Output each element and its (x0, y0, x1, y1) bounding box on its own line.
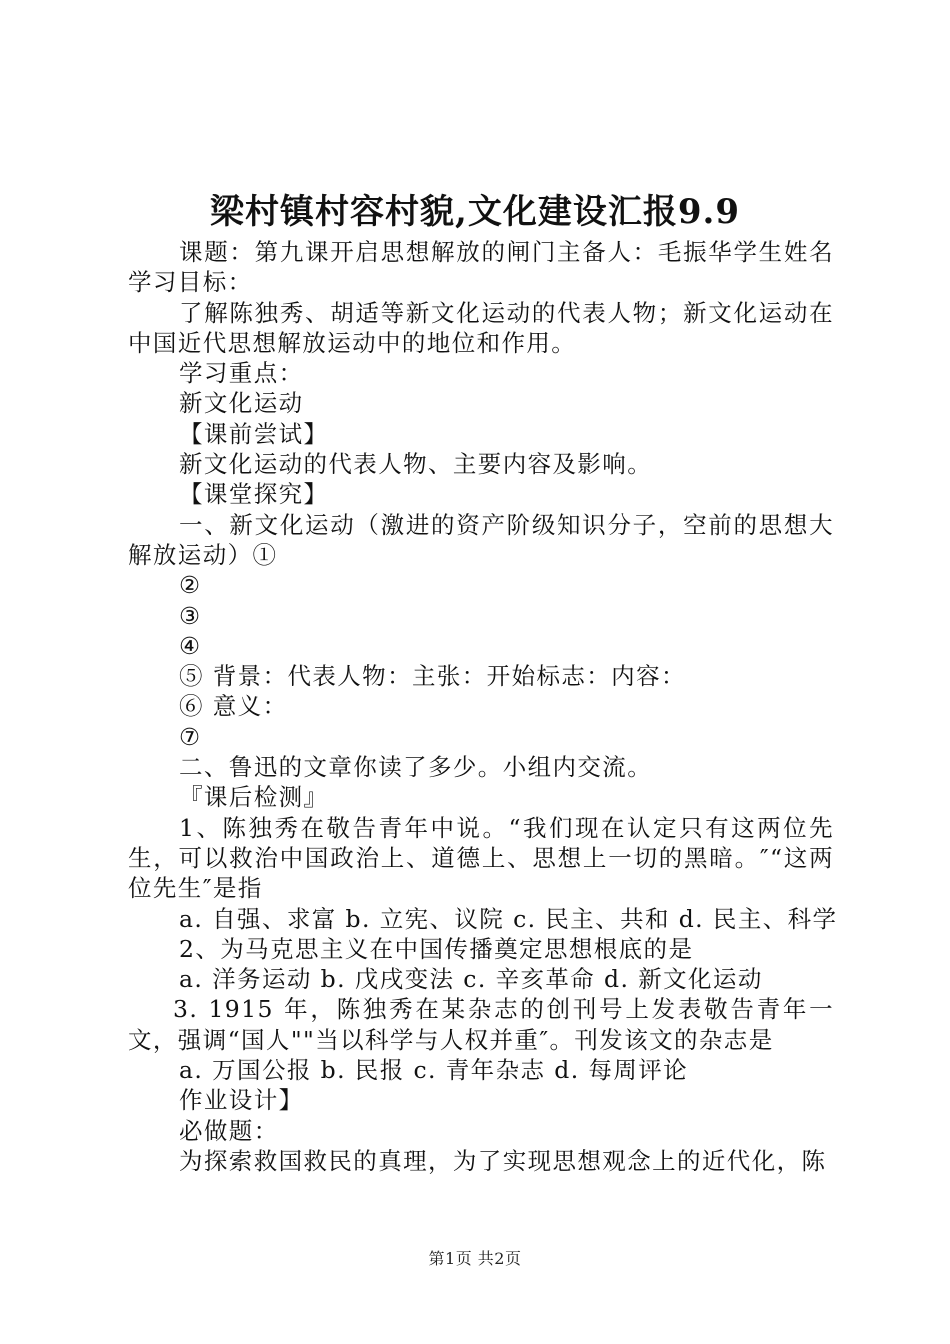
paragraph-objectives: 了解陈独秀、胡适等新文化运动的代表人物；新文化运动在中国近代思想解放运动中的地位和作用。 (128, 298, 834, 357)
paragraph-pre-class-heading: 【课前尝试】 (179, 419, 329, 448)
document-body (128, 237, 838, 1176)
question-1: 1、陈独秀在敬告青年中说。“我们现在认定只有这两位先生，可以救治中国政治上、道德上、思想上一切的黑暗。″“这两位先生″是指 (128, 813, 834, 903)
question-2-options: a. 洋务运动 b. 戊戌变法 c. 辛亥革命 d. 新文化运动 (179, 965, 763, 994)
list-item-circled-3: ③ (179, 601, 202, 630)
paragraph-lesson-info: 课题：第九课开启思想解放的闸门主备人：毛振华学生姓名学习目标： (128, 238, 834, 297)
page-footer: 第1页 共2页 (428, 1249, 522, 1268)
question-1-options: a. 自强、求富 b. 立宪、议院 c. 民主、共和 d. 民主、科学 (179, 904, 838, 933)
question-3: 3. 1915 年，陈独秀在某杂志的创刊号上发表敬告青年一文，强调“国人""当以科学与人权并重″。刊发该文的杂志是 (128, 995, 834, 1054)
list-item-circled-4: ④ (179, 631, 202, 660)
paragraph-key-points-heading: 学习重点： (179, 359, 304, 388)
list-item-circled-6: ⑥ 意义： (179, 692, 288, 721)
document-title: 梁村镇村容村貌,文化建设汇报9.9 (210, 192, 740, 232)
paragraph-required-text: 为探索救国救民的真理，为了实现思想观念上的近代化，陈 (179, 1146, 827, 1175)
list-item-circled-5: ⑤ 背景：代表人物：主张：开始标志：内容： (179, 662, 686, 691)
paragraph-homework-heading: 作业设计】 (179, 1086, 304, 1115)
question-3-options: a. 万国公报 b. 民报 c. 青年杂志 d. 每周评论 (179, 1056, 689, 1085)
paragraph-key-points: 新文化运动 (179, 389, 304, 418)
question-2: 2、为马克思主义在中国传播奠定思想根底的是 (179, 934, 694, 963)
paragraph-pre-class: 新文化运动的代表人物、主要内容及影响。 (179, 450, 653, 479)
paragraph-required-heading: 必做题： (179, 1116, 279, 1145)
list-item-circled-2: ② (179, 571, 202, 600)
paragraph-section-two: 二、鲁迅的文章你读了多少。小组内交流。 (179, 753, 653, 782)
list-item-circled-7: ⑦ (179, 722, 202, 751)
paragraph-section-one: 一、新文化运动（激进的资产阶级知识分子，空前的思想大解放运动）① (128, 510, 834, 569)
paragraph-post-class-heading: 『课后检测』 (179, 783, 329, 812)
paragraph-inquiry-heading: 【课堂探究】 (179, 480, 329, 509)
